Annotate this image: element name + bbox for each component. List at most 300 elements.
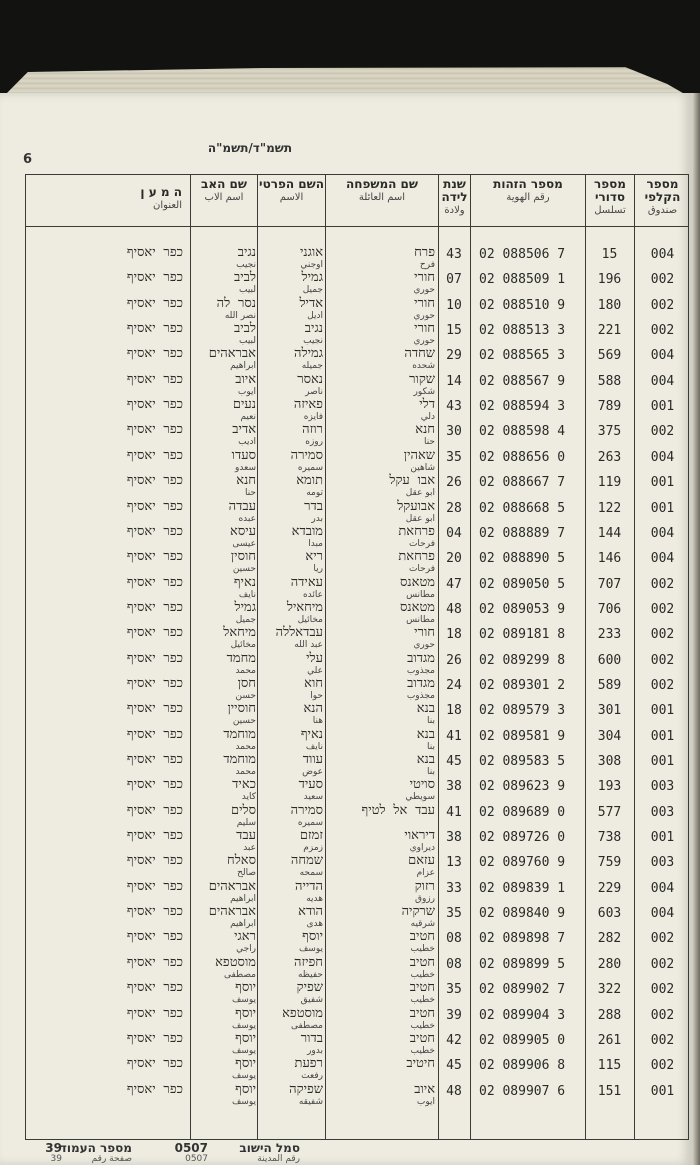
birth-year-cell: 10 (446, 297, 462, 313)
id-number-cell: 02 088667 7 (479, 475, 566, 491)
birth-year-cell: 26 (446, 652, 462, 668)
table-row (25, 880, 689, 905)
first-name-cell: גמיל جميل (301, 270, 323, 296)
father-name-cell: מיחאל مخائيل (223, 625, 256, 651)
father-name-cell: אבראהים ابراهيم (208, 904, 256, 930)
father-name-cell: סאלח صالح (227, 853, 256, 879)
ballot-box-cell: 001 (650, 703, 675, 719)
header-id-number: מספר הזהות رقم الهوية (493, 177, 563, 203)
table-row (25, 652, 689, 677)
serial-cell: 789 (597, 399, 622, 415)
table-row (25, 854, 689, 879)
family-name-cell: שאהין شاهين (403, 447, 435, 473)
table-row (25, 550, 689, 575)
serial-cell: 600 (597, 652, 622, 668)
address-cell: כפר יאסיף (126, 980, 183, 996)
id-number-cell: 02 089726 0 (479, 830, 566, 846)
father-name-cell: כאיד كايد (232, 777, 256, 803)
id-number-cell: 02 089902 7 (479, 982, 566, 998)
ballot-box-cell: 004 (650, 551, 675, 567)
table-row (25, 373, 689, 398)
table-row (25, 347, 689, 372)
birth-year-cell: 42 (446, 1032, 462, 1048)
birth-year-cell: 29 (446, 348, 462, 364)
table-row (25, 1032, 689, 1057)
id-number-cell: 02 089906 8 (479, 1058, 566, 1074)
father-name-cell: יוסף يوسف (231, 1081, 256, 1107)
birth-year-cell: 33 (446, 880, 462, 896)
serial-cell: 146 (597, 551, 622, 567)
family-name-cell: איוב ايوب (414, 1081, 435, 1107)
birth-year-cell: 24 (446, 677, 462, 693)
table-row (25, 525, 689, 550)
first-name-cell: שפיקה شفيقه (289, 1081, 323, 1107)
father-name-cell: מוחמד محمد (223, 752, 256, 777)
address-cell: כפר יאסיף (126, 270, 183, 286)
first-name-cell: חפיזה حفيظه (293, 954, 323, 980)
family-name-cell: בנא بنا (416, 752, 435, 777)
id-number-cell: 02 088594 3 (479, 399, 566, 415)
family-name-cell: חורי حوري (413, 625, 435, 651)
id-number-cell: 02 088656 0 (479, 449, 566, 465)
ballot-box-cell: 001 (650, 500, 675, 516)
id-number-cell: 02 089689 0 (479, 804, 566, 820)
father-name-cell: חנא حنا (236, 473, 256, 499)
father-name-cell: חסן حسن (235, 675, 256, 701)
birth-year-cell: 08 (446, 956, 462, 972)
ballot-box-cell: 002 (650, 424, 675, 440)
family-name-cell: בנא بنا (416, 701, 435, 727)
table-row (25, 297, 689, 322)
first-name-cell: אדיל اديل (299, 295, 323, 321)
father-name-cell: מחמד محمد (226, 650, 256, 676)
serial-cell: 282 (597, 931, 622, 947)
birth-year-cell: 41 (446, 804, 462, 820)
table-row (25, 1057, 689, 1082)
table-row (25, 500, 689, 525)
address-cell: כפר יאסיף (126, 954, 183, 970)
table-row (25, 728, 689, 753)
id-number-cell: 02 089905 0 (479, 1032, 566, 1048)
first-name-cell: חוא حوا (304, 675, 323, 701)
first-name-cell: הדייה هديه (294, 878, 323, 904)
id-number-cell: 02 088567 9 (479, 373, 566, 389)
first-name-cell: פאיזה فايزه (293, 397, 323, 423)
address-cell: כפר יאסיף (126, 878, 183, 894)
address-cell: כפר יאסיף (126, 574, 183, 590)
father-name-cell: גמיל جميل (234, 599, 256, 625)
table-row (25, 702, 689, 727)
address-cell: כפר יאסיף (126, 523, 183, 539)
id-number-cell: 02 089050 5 (479, 576, 566, 592)
first-name-cell: עווד عوض (302, 752, 323, 777)
father-name-cell: לביב لبيب (233, 270, 256, 296)
serial-cell: 569 (597, 348, 622, 364)
serial-cell: 738 (597, 830, 622, 846)
father-name-cell: מוחמד محمد (223, 726, 256, 752)
family-name-cell: שקור شكور (409, 371, 435, 397)
father-name-cell: סעדו سعدو (231, 447, 256, 473)
address-cell: כפר יאסיף (126, 371, 183, 387)
serial-cell: 151 (597, 1083, 622, 1099)
page-count-label: מספר העמוד (59, 1141, 132, 1155)
family-name-cell: פרחאת فرحات (398, 549, 435, 575)
family-name-cell: חורי حوري (413, 321, 435, 347)
family-name-cell: מגדוב مجذوب (406, 675, 435, 701)
family-name-cell: חטיב خطيب (409, 954, 435, 980)
serial-cell: 288 (597, 1007, 622, 1023)
first-name-cell: נגיב نجيب (303, 321, 323, 347)
first-name-cell: סעיד سعيد (298, 777, 323, 803)
serial-cell: 233 (597, 627, 622, 643)
birth-year-cell: 07 (446, 272, 462, 288)
ballot-box-cell: 003 (650, 804, 675, 820)
id-number-cell: 02 089053 9 (479, 601, 566, 617)
address-cell: כפר יאסיף (126, 929, 183, 945)
header-birth-year: שנת לידה ولادة (441, 177, 468, 216)
table-row (25, 474, 689, 499)
serial-cell: 122 (597, 500, 622, 516)
table-row (25, 449, 689, 474)
table-row (25, 677, 689, 702)
father-name-cell: חוסיין حسين (227, 701, 256, 727)
id-number-cell: 02 089581 9 (479, 728, 566, 744)
birth-year-cell: 14 (446, 373, 462, 389)
father-name-cell: נסר לה نصر الله (216, 295, 256, 321)
address-cell: כפר יאסיף (126, 1081, 183, 1097)
ballot-box-cell: 002 (650, 601, 675, 617)
serial-cell: 196 (597, 272, 622, 288)
document-title: תשמ"ד/תשמ"ה (207, 141, 293, 155)
address-cell: כפר יאסיף (126, 1030, 183, 1046)
father-name-cell: עיסא عيسى (230, 523, 256, 549)
serial-cell: 221 (597, 323, 622, 339)
id-number-cell: 02 089181 8 (479, 627, 566, 643)
birth-year-cell: 48 (446, 1083, 462, 1099)
table-row (25, 1083, 689, 1108)
first-name-cell: רוזה روزه (302, 422, 323, 448)
serial-cell: 263 (597, 449, 622, 465)
birth-year-cell: 08 (446, 931, 462, 947)
first-name-cell: אוגני اوجني (299, 245, 323, 270)
address-cell: כפר יאסיף (126, 752, 183, 767)
table-row (25, 271, 689, 296)
family-name-cell: חנא حنا (415, 422, 435, 448)
family-name-cell: פרחאת فرحات (398, 523, 435, 549)
ballot-box-cell: 001 (650, 475, 675, 491)
birth-year-cell: 39 (446, 1007, 462, 1023)
family-name-cell: חטיב خطيب (409, 929, 435, 955)
id-number-cell: 02 088598 4 (479, 424, 566, 440)
birth-year-cell: 04 (446, 525, 462, 541)
serial-cell: 308 (597, 754, 622, 769)
id-number-cell: 02 088510 9 (479, 297, 566, 313)
serial-cell: 375 (597, 424, 622, 440)
ballot-box-cell: 004 (650, 525, 675, 541)
ballot-box-cell: 001 (650, 728, 675, 744)
address-cell: כפר יאסיף (126, 701, 183, 717)
family-name-cell: עזאם عزام (408, 853, 435, 879)
table-row (25, 778, 689, 803)
family-name-cell: פרח فرح (414, 245, 435, 270)
birth-year-cell: 38 (446, 830, 462, 846)
header-first-name: השם הפרטי الاسم (259, 177, 324, 203)
serial-cell: 144 (597, 525, 622, 541)
id-number-cell: 02 089299 8 (479, 652, 566, 668)
address-cell: כפר יאסיף (126, 473, 183, 489)
id-number-cell: 02 088513 3 (479, 323, 566, 339)
ballot-box-cell: 004 (650, 449, 675, 465)
father-name-cell: עבדה عبده (228, 498, 256, 524)
page-binding-shadow (692, 93, 700, 1165)
birth-year-cell: 18 (446, 627, 462, 643)
birth-year-cell: 35 (446, 449, 462, 465)
table-row (25, 626, 689, 651)
serial-cell: 15 (601, 247, 618, 262)
birth-year-cell: 35 (446, 906, 462, 922)
father-name-cell: חוסין حسين (230, 549, 256, 575)
table-row (25, 829, 689, 854)
serial-cell: 180 (597, 297, 622, 313)
address-cell: כפר יאסיף (126, 397, 183, 413)
table-row (25, 930, 689, 955)
ballot-box-cell: 004 (650, 247, 675, 262)
first-name-cell: מובדא مبدا (291, 523, 323, 549)
id-number-cell: 02 088509 1 (479, 272, 566, 288)
family-name-cell: חורי حوري (413, 270, 435, 296)
serial-cell: 261 (597, 1032, 622, 1048)
ballot-box-cell: 001 (650, 754, 675, 769)
serial-cell: 322 (597, 982, 622, 998)
father-name-cell: אדיב اديب (232, 422, 256, 448)
father-name-cell: נעים نعيم (232, 397, 256, 423)
address-cell: כפר יאסיף (126, 802, 183, 818)
address-cell: כפר יאסיף (126, 346, 183, 362)
table-row (25, 601, 689, 626)
first-name-cell: סמירה سميره (290, 802, 323, 828)
table-row (25, 1007, 689, 1032)
address-cell: כפר יאסיף (126, 726, 183, 742)
address-cell: כפר יאסיף (126, 422, 183, 438)
table-row (25, 981, 689, 1006)
ballot-box-cell: 002 (650, 652, 675, 668)
header-ballot-box: מספר הקלפי صندوق (644, 177, 681, 216)
id-number-cell: 02 088506 7 (479, 247, 566, 262)
father-name-cell: יוסף يوسف (231, 1030, 256, 1056)
birth-year-cell: 38 (446, 779, 462, 795)
id-number-cell: 02 088890 5 (479, 551, 566, 567)
page-count-value-sub: 39 (50, 1154, 62, 1164)
ballot-box-cell: 002 (650, 272, 675, 288)
serial-cell: 588 (597, 373, 622, 389)
serial-cell: 119 (597, 475, 622, 491)
id-number-cell: 02 089839 1 (479, 880, 566, 896)
family-name-cell: שחדה شحده (404, 346, 435, 372)
first-name-cell: יוסף يوسف (298, 929, 323, 955)
id-number-cell: 02 089301 2 (479, 677, 566, 693)
page-count-value: 39 (45, 1141, 62, 1155)
first-name-cell: גמילה جميله (294, 346, 323, 372)
first-name-cell: הודא هدى (298, 904, 323, 930)
header-family-name: שם המשפחה اسم العائلة (345, 177, 419, 203)
birth-year-cell: 45 (446, 1058, 462, 1074)
address-cell: כפר יאסיף (126, 777, 183, 793)
father-name-cell: סלים سليم (231, 802, 256, 828)
ballot-box-cell: 002 (650, 323, 675, 339)
ballot-box-cell: 002 (650, 297, 675, 313)
ballot-box-cell: 001 (650, 830, 675, 846)
serial-cell: 706 (597, 601, 622, 617)
id-number-cell: 02 089760 9 (479, 855, 566, 871)
family-name-cell: מטאנס مطانس (400, 599, 435, 625)
birth-year-cell: 20 (446, 551, 462, 567)
father-name-cell: לביב لبيب (233, 321, 256, 347)
first-name-cell: סמירה سميره (290, 447, 323, 473)
birth-year-cell: 35 (446, 982, 462, 998)
birth-year-cell: 43 (446, 247, 462, 262)
table-row (25, 246, 689, 271)
family-name-cell: דיראוי ديراوي (404, 828, 435, 854)
id-number-cell: 02 089623 9 (479, 779, 566, 795)
header-father-name: שם האב اسم الاب (201, 177, 247, 203)
settlement-label-ar: رقم المدينة (257, 1154, 300, 1164)
header-address: ה מ ע ן العنوان (140, 185, 182, 211)
table-row (25, 576, 689, 601)
first-name-cell: מיחאיל مخائيل (286, 599, 323, 625)
family-name-cell: עבד אל לטיף (361, 802, 435, 818)
page-count-label-ar: صفحة رقم (91, 1154, 132, 1164)
birth-year-cell: 28 (446, 500, 462, 516)
id-number-cell: 02 089898 7 (479, 931, 566, 947)
serial-cell: 304 (597, 728, 622, 744)
ballot-box-cell: 002 (650, 982, 675, 998)
serial-cell: 229 (597, 880, 622, 896)
id-number-cell: 02 089899 5 (479, 956, 566, 972)
serial-cell: 589 (597, 677, 622, 693)
address-cell: כפר יאסיף (126, 321, 183, 337)
father-name-cell: נאיף نايف (233, 574, 256, 600)
ballot-box-cell: 004 (650, 348, 675, 364)
address-cell: כפר יאסיף (126, 447, 183, 463)
birth-year-cell: 48 (446, 601, 462, 617)
ballot-box-cell: 004 (650, 906, 675, 922)
first-name-cell: ריא ريا (305, 549, 323, 575)
first-name-cell: נאסר ناصر (297, 371, 323, 397)
address-cell: כפר יאסיף (126, 295, 183, 311)
first-name-cell: עלי علي (306, 650, 323, 676)
table-row (25, 322, 689, 347)
family-name-cell: חטיב خطيب (409, 980, 435, 1006)
id-number-cell: 02 089904 3 (479, 1007, 566, 1023)
birth-year-cell: 18 (446, 703, 462, 719)
header-serial: מספר סדורי تسلسل (594, 177, 626, 216)
family-name-cell: סויטי سويطي (405, 777, 435, 803)
table-row (25, 753, 689, 778)
birth-year-cell: 47 (446, 576, 462, 592)
id-number-cell: 02 089840 9 (479, 906, 566, 922)
first-name-cell: מוסטפא مصطفى (282, 1005, 323, 1031)
ballot-box-cell: 004 (650, 373, 675, 389)
family-name-cell: דלי دلي (419, 397, 435, 423)
id-number-cell: 02 089907 6 (479, 1083, 566, 1099)
family-name-cell: חיטיב (406, 1056, 435, 1072)
first-name-cell: שפיק شفيق (296, 980, 323, 1006)
ballot-box-cell: 002 (650, 576, 675, 592)
address-cell: כפר יאסיף (126, 599, 183, 615)
birth-year-cell: 26 (446, 475, 462, 491)
address-cell: כפר יאסיף (126, 853, 183, 869)
first-name-cell: עאידה عائده (290, 574, 323, 600)
serial-cell: 280 (597, 956, 622, 972)
id-number-cell: 02 089579 3 (479, 703, 566, 719)
serial-cell: 759 (597, 855, 622, 871)
table-row (25, 804, 689, 829)
id-number-cell: 02 088668 5 (479, 500, 566, 516)
ballot-box-cell: 002 (650, 677, 675, 693)
header-divider (25, 226, 689, 227)
id-number-cell: 02 088889 7 (479, 525, 566, 541)
first-name-cell: עבדאללה عبد الله (275, 625, 323, 651)
father-name-cell: יוסף يوسف (231, 1056, 256, 1082)
father-name-cell: איוב ايوب (235, 371, 256, 397)
ballot-box-cell: 004 (650, 880, 675, 896)
first-name-cell: שמחה سمحه (290, 853, 323, 879)
address-cell: כפר יאסיף (126, 498, 183, 514)
birth-year-cell: 45 (446, 754, 462, 769)
first-name-cell: בדור بدور (300, 1030, 323, 1056)
table-row (25, 423, 689, 448)
table-row (25, 956, 689, 981)
table-row (25, 905, 689, 930)
birth-year-cell: 43 (446, 399, 462, 415)
family-name-cell: חטיב خطيب (409, 1005, 435, 1031)
family-name-cell: שרקיה شرقيه (401, 904, 435, 930)
ballot-box-cell: 002 (650, 1007, 675, 1023)
ballot-box-cell: 002 (650, 931, 675, 947)
family-name-cell: אבו עקל ابو عقل (389, 473, 435, 499)
birth-year-cell: 15 (446, 323, 462, 339)
father-name-cell: יוסף يوسف (231, 980, 256, 1006)
settlement-code-sub: 0507 (185, 1154, 208, 1164)
address-cell: כפר יאסיף (126, 828, 183, 844)
address-cell: כפר יאסיף (126, 675, 183, 691)
ballot-box-cell: 003 (650, 855, 675, 871)
first-name-cell: רפעת رفعت (294, 1056, 323, 1082)
serial-cell: 603 (597, 906, 622, 922)
serial-cell: 301 (597, 703, 622, 719)
ballot-box-cell: 001 (650, 1083, 675, 1099)
address-cell: כפר יאסיף (126, 1056, 183, 1072)
father-name-cell: עבד عبد (236, 828, 256, 854)
table-row (25, 398, 689, 423)
family-name-cell: אבועקל ابو عقل (397, 498, 435, 524)
page-number: 6 (23, 152, 33, 167)
address-cell: כפר יאסיף (126, 650, 183, 666)
family-name-cell: מגדוב مجذوب (406, 650, 435, 676)
serial-cell: 577 (597, 804, 622, 820)
first-name-cell: תומא تومه (296, 473, 323, 499)
serial-cell: 193 (597, 779, 622, 795)
father-name-cell: אבראהים ابراهيم (208, 878, 256, 904)
address-cell: כפר יאסיף (126, 549, 183, 565)
ballot-box-cell: 003 (650, 779, 675, 795)
birth-year-cell: 41 (446, 728, 462, 744)
father-name-cell: נגיב نجيب (236, 245, 256, 270)
first-name-cell: נאיף نايف (300, 726, 323, 752)
family-name-cell: מטאנס مطانس (400, 574, 435, 600)
birth-year-cell: 30 (446, 424, 462, 440)
father-name-cell: מוסטפא مصطفى (215, 954, 256, 980)
